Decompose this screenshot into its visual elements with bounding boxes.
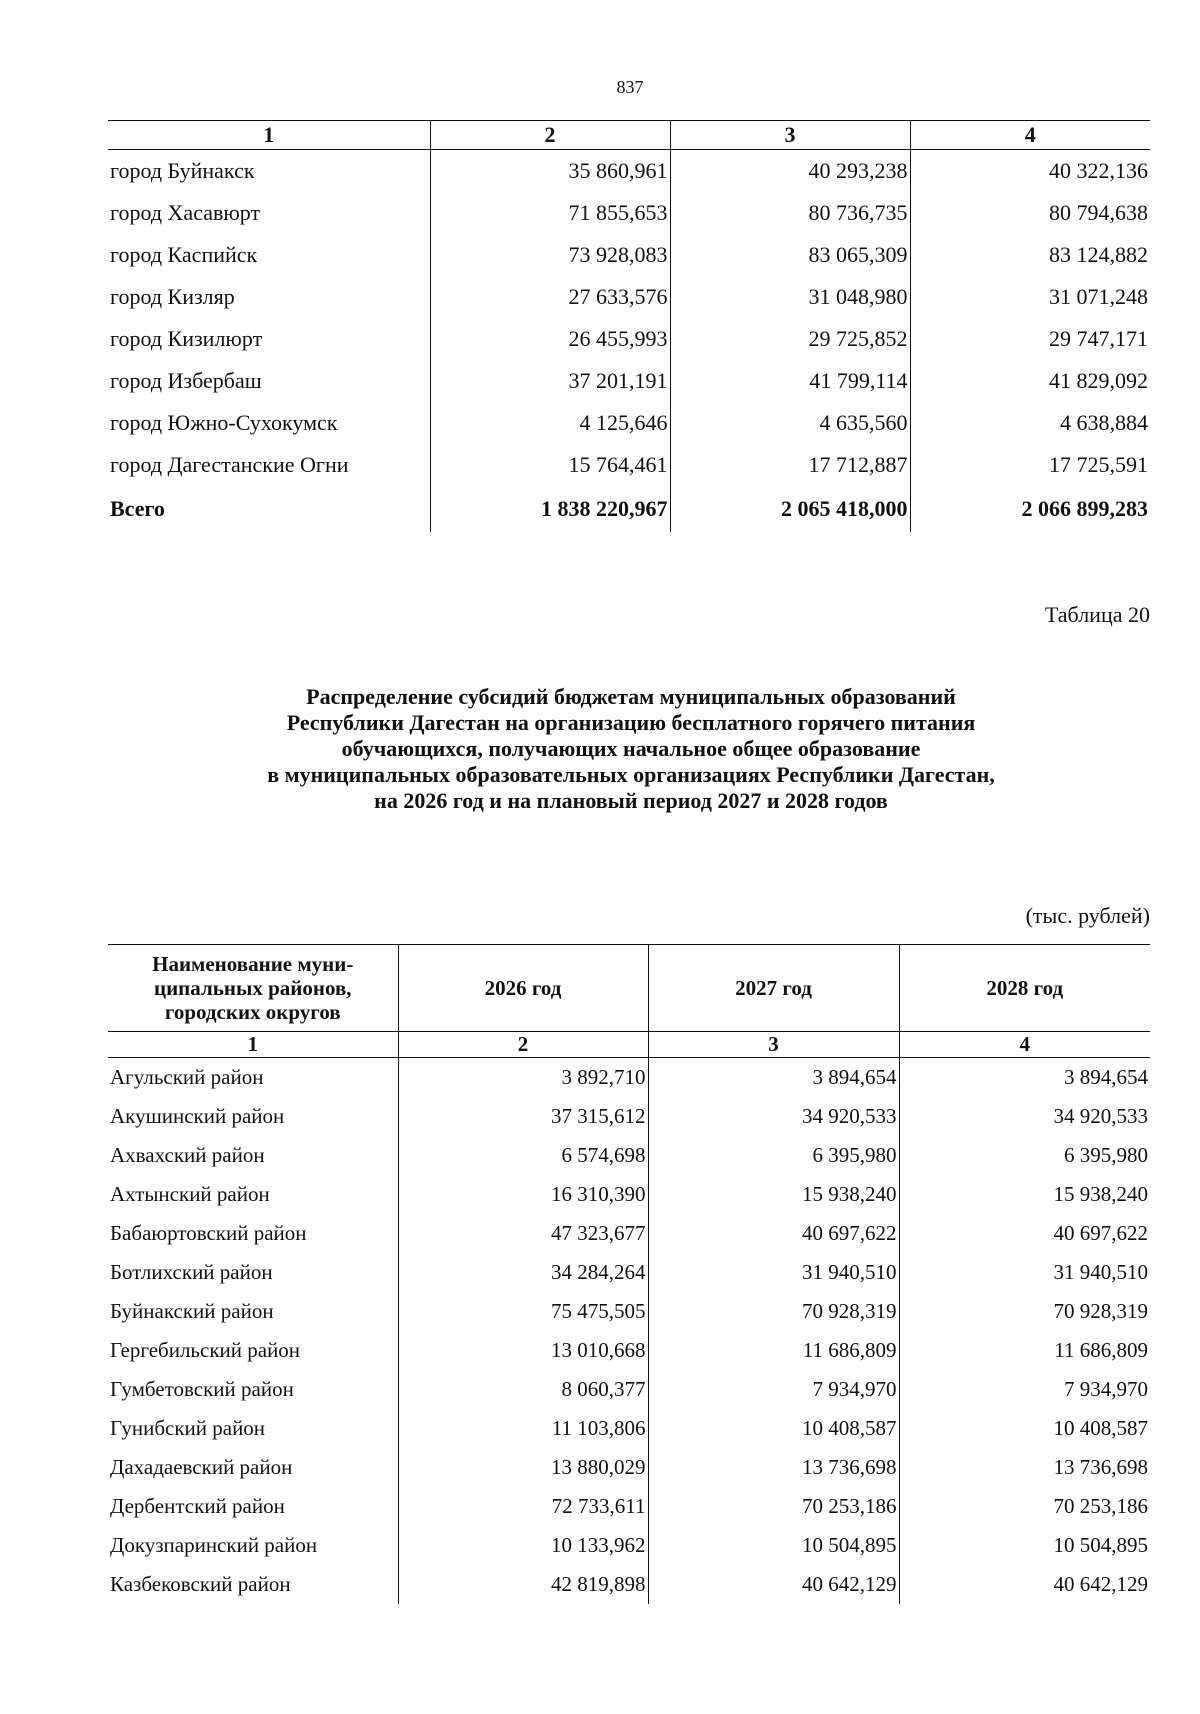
header-2027: 2027 год bbox=[648, 945, 899, 1032]
value-2027: 6 395,980 bbox=[648, 1136, 899, 1175]
value-2026: 26 455,993 bbox=[430, 318, 670, 360]
municipality-name: город Буйнакск bbox=[110, 158, 255, 183]
value-2027: 31 048,980 bbox=[670, 276, 910, 318]
value-2027: 40 697,622 bbox=[648, 1214, 899, 1253]
total-2026: 1 838 220,967 bbox=[430, 486, 670, 532]
header-name-line: городских округов bbox=[164, 1000, 341, 1024]
value-2026: 47 323,677 bbox=[398, 1214, 648, 1253]
value-2027: 4 635,560 bbox=[670, 402, 910, 444]
municipality-name: Ахвахский район bbox=[110, 1143, 265, 1167]
table-row bbox=[108, 444, 1150, 486]
value-2027: 34 920,533 bbox=[648, 1097, 899, 1136]
value-2026: 10 133,962 bbox=[398, 1526, 648, 1565]
municipality-name: Акушинский район bbox=[110, 1104, 285, 1128]
value-2028: 17 725,591 bbox=[910, 444, 1150, 486]
municipality-name: Агульский район bbox=[110, 1065, 264, 1089]
subsidy-table bbox=[108, 944, 1150, 1604]
table-row bbox=[108, 1214, 1150, 1253]
value-2028: 83 124,882 bbox=[910, 234, 1150, 276]
table-row bbox=[108, 1370, 1150, 1409]
value-2028: 3 894,654 bbox=[899, 1058, 1150, 1098]
value-2028: 80 794,638 bbox=[910, 192, 1150, 234]
municipality-name: Гунибский район bbox=[110, 1416, 266, 1440]
value-2026: 4 125,646 bbox=[430, 402, 670, 444]
value-2026: 11 103,806 bbox=[398, 1409, 648, 1448]
municipality-name: Казбековский район bbox=[110, 1572, 291, 1596]
municipality-name: город Кизляр bbox=[110, 284, 235, 309]
table-row bbox=[108, 1175, 1150, 1214]
column-number: 4 bbox=[910, 121, 1150, 150]
value-2026: 37 315,612 bbox=[398, 1097, 648, 1136]
value-2028: 40 697,622 bbox=[899, 1214, 1150, 1253]
municipality-name: Бабаюртовский район bbox=[110, 1221, 307, 1245]
municipality-name: город Дагестанские Огни bbox=[110, 452, 349, 477]
value-2027: 3 894,654 bbox=[648, 1058, 899, 1098]
value-2026: 35 860,961 bbox=[430, 150, 670, 193]
table-label: Таблица 20 bbox=[1044, 602, 1150, 627]
municipality-name: Ботлихский район bbox=[110, 1260, 273, 1284]
municipality-name: город Южно-Сухокумск bbox=[110, 410, 338, 435]
value-2027: 41 799,114 bbox=[670, 360, 910, 402]
value-2026: 15 764,461 bbox=[430, 444, 670, 486]
municipality-name: Гумбетовский район bbox=[110, 1377, 294, 1401]
total-label: Всего bbox=[110, 496, 165, 521]
value-2028: 41 829,092 bbox=[910, 360, 1150, 402]
table-row bbox=[108, 1565, 1150, 1604]
value-2026: 73 928,083 bbox=[430, 234, 670, 276]
municipality-name: Дахадаевский район bbox=[110, 1455, 293, 1479]
value-2028: 10 504,895 bbox=[899, 1526, 1150, 1565]
value-2026: 42 819,898 bbox=[398, 1565, 648, 1604]
column-number-row bbox=[108, 1032, 1150, 1058]
value-2028: 10 408,587 bbox=[899, 1409, 1150, 1448]
value-2026: 13 010,668 bbox=[398, 1331, 648, 1370]
value-2028: 6 395,980 bbox=[899, 1136, 1150, 1175]
table-row bbox=[108, 1331, 1150, 1370]
value-2026: 6 574,698 bbox=[398, 1136, 648, 1175]
total-2027: 2 065 418,000 bbox=[670, 486, 910, 532]
value-2028: 70 253,186 bbox=[899, 1487, 1150, 1526]
municipality-name: город Каспийск bbox=[110, 242, 258, 267]
table-row bbox=[108, 1448, 1150, 1487]
value-2026: 13 880,029 bbox=[398, 1448, 648, 1487]
header-2026: 2026 год bbox=[398, 945, 648, 1032]
municipality-name: город Хасавюрт bbox=[110, 200, 261, 225]
column-number: 1 bbox=[108, 1032, 398, 1058]
value-2028: 31 071,248 bbox=[910, 276, 1150, 318]
value-2026: 71 855,653 bbox=[430, 192, 670, 234]
value-2027: 70 928,319 bbox=[648, 1292, 899, 1331]
table-row bbox=[108, 1409, 1150, 1448]
title-line: обучающихся, получающих начальное общее образование bbox=[341, 736, 921, 761]
value-2027: 11 686,809 bbox=[648, 1331, 899, 1370]
table-row bbox=[108, 1253, 1150, 1292]
municipality-name: город Избербаш bbox=[110, 368, 262, 393]
value-2026: 8 060,377 bbox=[398, 1370, 648, 1409]
table-row bbox=[108, 234, 1150, 276]
value-2028: 4 638,884 bbox=[910, 402, 1150, 444]
table-title bbox=[0, 684, 1200, 814]
title-line: Республики Дагестан на организацию бесплатного горячего питания bbox=[286, 710, 976, 735]
continued-table bbox=[108, 120, 1150, 532]
value-2027: 10 408,587 bbox=[648, 1409, 899, 1448]
value-2026: 3 892,710 bbox=[398, 1058, 648, 1098]
value-2028: 31 940,510 bbox=[899, 1253, 1150, 1292]
municipality-name: Буйнакский район bbox=[110, 1299, 274, 1323]
value-2028: 70 928,319 bbox=[899, 1292, 1150, 1331]
value-2027: 29 725,852 bbox=[670, 318, 910, 360]
column-number: 3 bbox=[670, 121, 910, 150]
value-2027: 13 736,698 bbox=[648, 1448, 899, 1487]
total-row bbox=[108, 486, 1150, 532]
value-2028: 34 920,533 bbox=[899, 1097, 1150, 1136]
value-2027: 10 504,895 bbox=[648, 1526, 899, 1565]
value-2028: 7 934,970 bbox=[899, 1370, 1150, 1409]
page-number: 837 bbox=[616, 77, 644, 97]
municipality-name: Ахтынский район bbox=[110, 1182, 270, 1206]
value-2028: 40 322,136 bbox=[910, 150, 1150, 193]
column-number: 3 bbox=[648, 1032, 899, 1058]
column-number: 1 bbox=[108, 121, 430, 150]
table-row bbox=[108, 1058, 1150, 1098]
value-2026: 75 475,505 bbox=[398, 1292, 648, 1331]
value-2027: 15 938,240 bbox=[648, 1175, 899, 1214]
table-row bbox=[108, 360, 1150, 402]
value-2026: 27 633,576 bbox=[430, 276, 670, 318]
value-2027: 17 712,887 bbox=[670, 444, 910, 486]
header-name bbox=[108, 945, 398, 1032]
header-row bbox=[108, 945, 1150, 1032]
value-2027: 40 293,238 bbox=[670, 150, 910, 193]
table-row bbox=[108, 402, 1150, 444]
value-2026: 72 733,611 bbox=[398, 1487, 648, 1526]
value-2028: 40 642,129 bbox=[899, 1565, 1150, 1604]
value-2027: 40 642,129 bbox=[648, 1565, 899, 1604]
total-2028: 2 066 899,283 bbox=[910, 486, 1150, 532]
value-2027: 31 940,510 bbox=[648, 1253, 899, 1292]
value-2028: 11 686,809 bbox=[899, 1331, 1150, 1370]
table-row bbox=[108, 150, 1150, 193]
value-2027: 70 253,186 bbox=[648, 1487, 899, 1526]
table-row bbox=[108, 1487, 1150, 1526]
title-line: в муниципальных образовательных организациях Республики Дагестан, bbox=[267, 762, 995, 787]
value-2026: 34 284,264 bbox=[398, 1253, 648, 1292]
column-number: 2 bbox=[398, 1032, 648, 1058]
column-number-row bbox=[108, 121, 1150, 150]
table-row bbox=[108, 318, 1150, 360]
header-2028: 2028 год bbox=[899, 945, 1150, 1032]
value-2027: 80 736,735 bbox=[670, 192, 910, 234]
column-number: 4 bbox=[899, 1032, 1150, 1058]
table-row bbox=[108, 276, 1150, 318]
municipality-name: Гергебильский район bbox=[110, 1338, 301, 1362]
value-2026: 37 201,191 bbox=[430, 360, 670, 402]
table-row bbox=[108, 1136, 1150, 1175]
column-number: 2 bbox=[430, 121, 670, 150]
title-line: Распределение субсидий бюджетам муниципальных образований bbox=[306, 684, 956, 709]
header-name-line: Наименование муни- bbox=[152, 952, 354, 976]
title-line: на 2026 год и на плановый период 2027 и 2028 годов bbox=[374, 788, 888, 813]
value-2027: 83 065,309 bbox=[670, 234, 910, 276]
value-2028: 15 938,240 bbox=[899, 1175, 1150, 1214]
value-2027: 7 934,970 bbox=[648, 1370, 899, 1409]
table-row bbox=[108, 192, 1150, 234]
units-label: (тыс. рублей) bbox=[1025, 903, 1150, 928]
table-row bbox=[108, 1292, 1150, 1331]
value-2028: 29 747,171 bbox=[910, 318, 1150, 360]
value-2028: 13 736,698 bbox=[899, 1448, 1150, 1487]
header-name-line: ципальных районов, bbox=[153, 976, 352, 1000]
municipality-name: Дербентский район bbox=[110, 1494, 285, 1518]
municipality-name: Докузпаринский район bbox=[110, 1533, 318, 1557]
value-2026: 16 310,390 bbox=[398, 1175, 648, 1214]
table-row bbox=[108, 1526, 1150, 1565]
municipality-name: город Кизилюрт bbox=[110, 326, 263, 351]
table-row bbox=[108, 1097, 1150, 1136]
